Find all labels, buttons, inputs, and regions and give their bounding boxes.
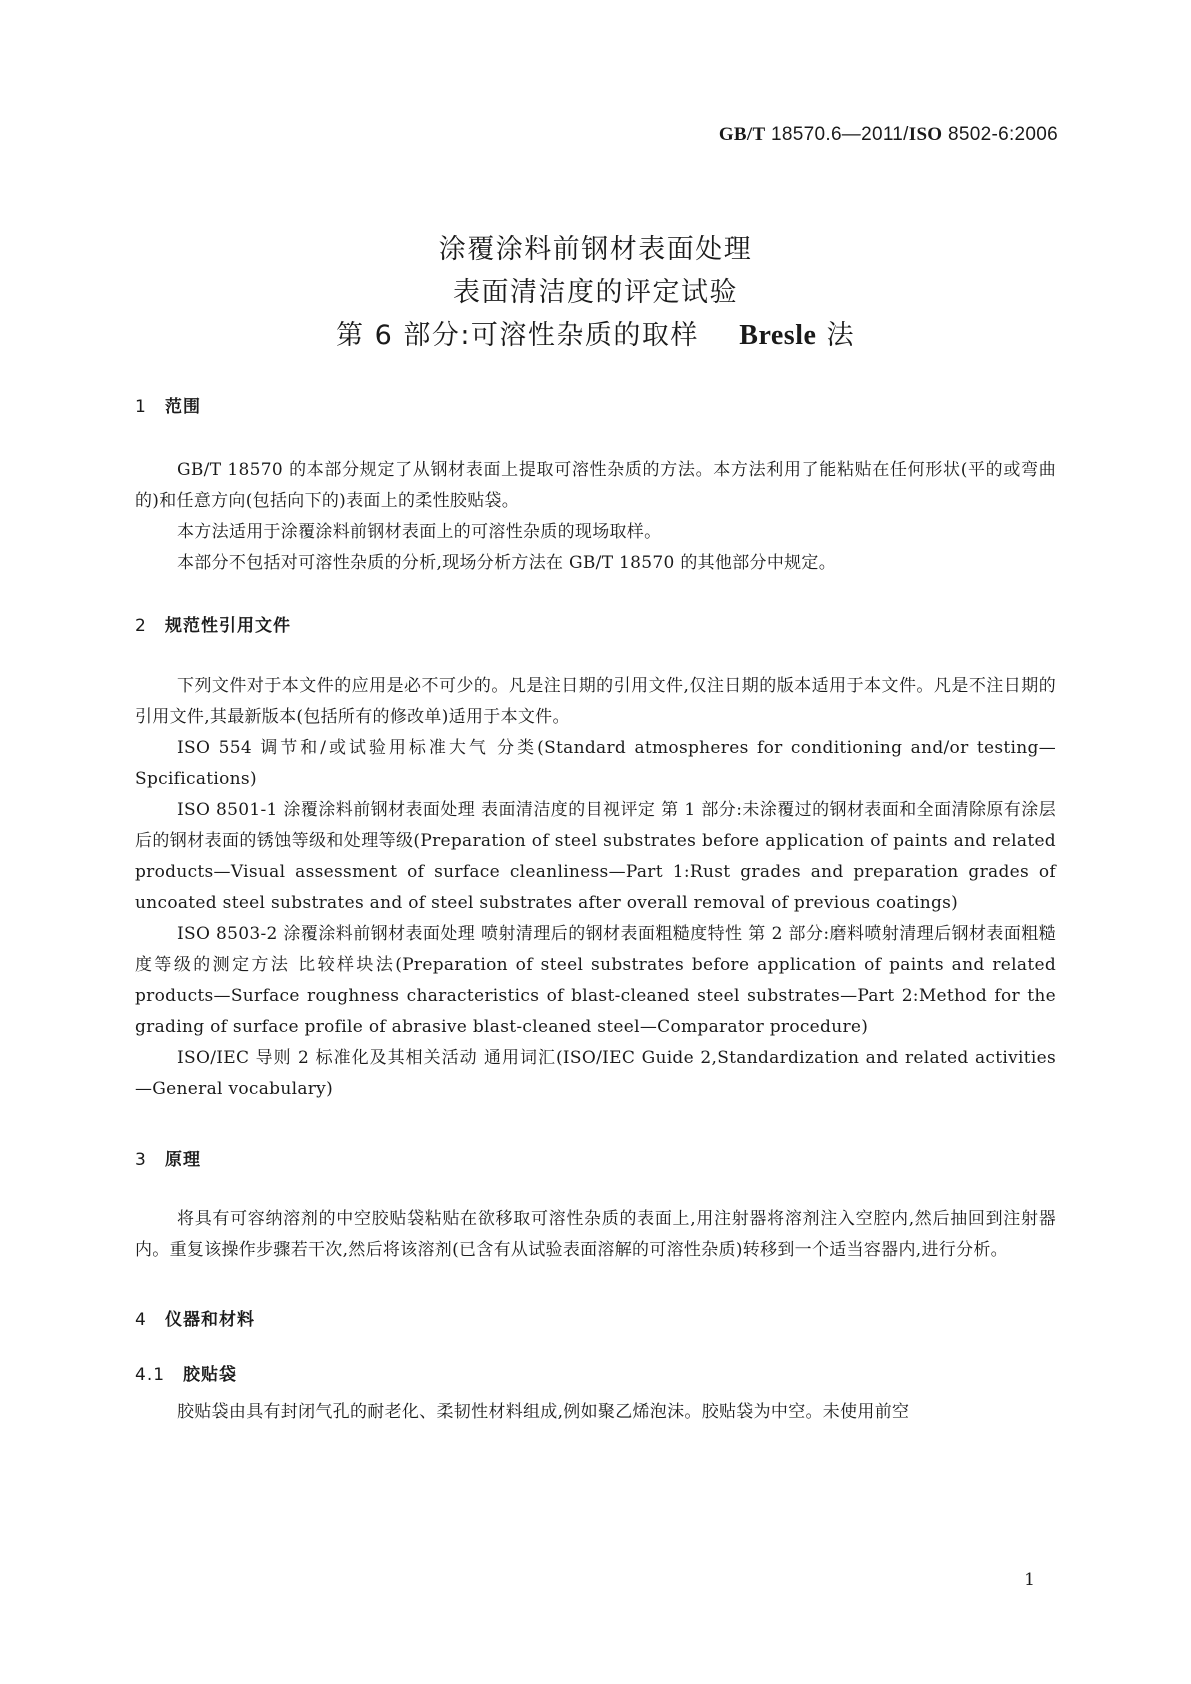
section-1-paragraph-1: GB/T 18570 的本部分规定了从钢材表面上提取可溶性杂质的方法。本方法利用了能粘贴在任何形状(平的或弯曲的)和任意方向(包括向下的)表面上的柔性胶贴袋。 [135, 460, 1056, 511]
standard-code-iso-number: 8502-6:2006 [947, 124, 1058, 145]
section-2-heading [135, 611, 1056, 636]
page-number: 1 [1024, 1570, 1035, 1590]
subsection-4-1-heading [135, 1360, 1056, 1385]
title-line-3-prefix: 第 6 部分:可溶性杂质的取样 [335, 320, 699, 351]
section-1-number: 1 [135, 397, 147, 417]
section-4-number: 4 [135, 1310, 147, 1330]
document-body [135, 392, 1056, 1428]
document-title [0, 228, 1191, 357]
title-line-3-suffix: 法 [826, 320, 856, 351]
section-3-title: 原理 [165, 1150, 201, 1170]
section-3-number: 3 [135, 1150, 147, 1170]
title-line-3 [0, 314, 1191, 357]
standard-code-iso: ISO [908, 124, 943, 145]
section-2-title: 规范性引用文件 [165, 616, 291, 636]
section-1-paragraph-2: 本方法适用于涂覆涂料前钢材表面上的可溶性杂质的现场取样。 [177, 522, 662, 542]
standard-code [719, 124, 1058, 146]
section-1-paragraph-3: 本部分不包括对可溶性杂质的分析,现场分析方法在 GB/T 18570 的其他部分中规定。 [177, 553, 837, 573]
normative-reference-iso-8501-1: ISO 8501-1 涂覆涂料前钢材表面处理 表面清洁度的目视评定 第 1 部分:未涂覆过的钢材表面和全面清除原有涂层后的钢材表面的锈蚀等级和处理等级(Preparation of steel substrates before application of paints and related products—Visual assessment of surface cleanliness—Part 1:Rust grades and preparation grades of uncoated steel substrates and of steel substrates after overall removal of previous coatings) [135, 800, 1056, 913]
section-4-title: 仪器和材料 [165, 1310, 255, 1330]
section-3-heading [135, 1145, 1056, 1170]
title-line-1: 涂覆涂料前钢材表面处理 [438, 234, 753, 265]
standard-code-gb-number: 18570.6—2011/ [771, 124, 909, 145]
title-line-2: 表面清洁度的评定试验 [453, 277, 738, 308]
subsection-4-1-number: 4.1 [135, 1365, 166, 1385]
section-1-heading [135, 392, 1056, 417]
section-3-paragraph-1: 将具有可容纳溶剂的中空胶贴袋粘贴在欲移取可溶性杂质的表面上,用注射器将溶剂注入空腔内,然后抽回到注射器内。重复该操作步骤若干次,然后将该溶剂(已含有从试验表面溶解的可溶性杂质)转移到一个适当容器内,进行分析。 [135, 1209, 1056, 1260]
normative-reference-iso-554: ISO 554 调节和/或试验用标准大气 分类(Standard atmospheres for conditioning and/or testing—Spcifications) [135, 738, 1056, 789]
title-line-3-latin: Bresle [739, 320, 817, 351]
normative-reference-iso-8503-2: ISO 8503-2 涂覆涂料前钢材表面处理 喷射清理后的钢材表面粗糙度特性 第 2 部分:磨料喷射清理后钢材表面粗糙度等级的测定方法 比较样块法(Preparation of steel substrates before application of paints and related products—Surface roughness characteristics of blast-cleaned steel substrates—Part 2:Method for the grading of surface profile of abrasive blast-cleaned steel—Comparator procedure) [135, 924, 1056, 1037]
section-2-number: 2 [135, 616, 147, 636]
section-1-title: 范围 [165, 397, 201, 417]
standard-code-gb: GB/T [718, 124, 766, 145]
section-4-heading [135, 1305, 1056, 1330]
section-2-paragraph-1: 下列文件对于本文件的应用是必不可少的。凡是注日期的引用文件,仅注日期的版本适用于本文件。凡是不注日期的引用文件,其最新版本(包括所有的修改单)适用于本文件。 [135, 676, 1056, 727]
normative-reference-iso-iec-guide-2: ISO/IEC 导则 2 标准化及其相关活动 通用词汇(ISO/IEC Guide 2,Standardization and related activities—General vocabulary) [135, 1048, 1056, 1099]
subsection-4-1-paragraph-1: 胶贴袋由具有封闭气孔的耐老化、柔韧性材料组成,例如聚乙烯泡沫。胶贴袋为中空。未使用前空 [177, 1402, 910, 1422]
subsection-4-1-title: 胶贴袋 [183, 1365, 237, 1385]
